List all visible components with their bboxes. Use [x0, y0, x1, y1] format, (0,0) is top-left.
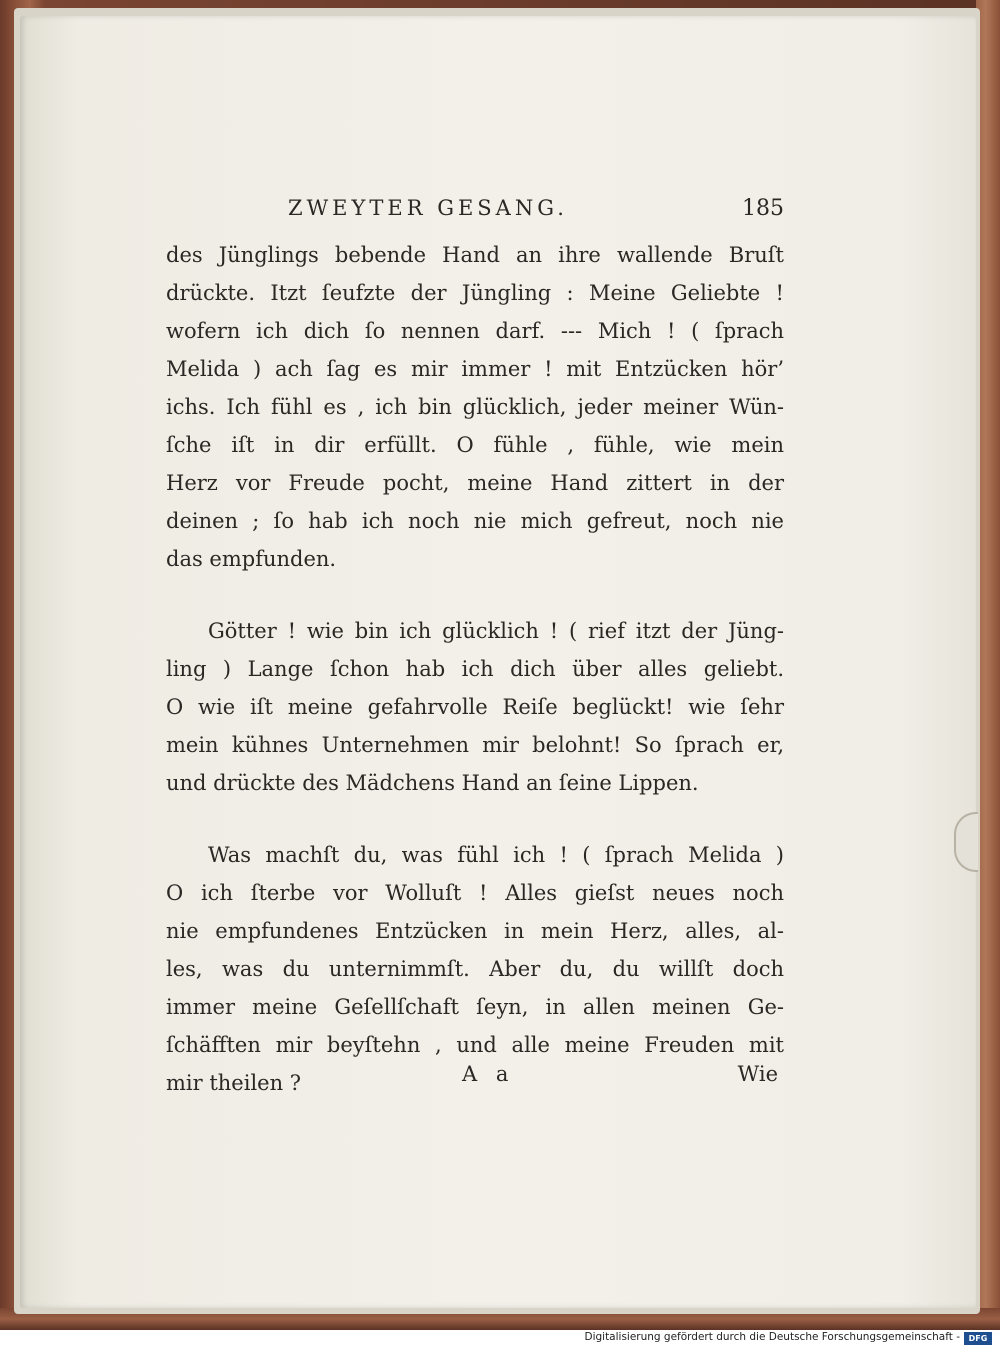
text-line: das empfunden. — [166, 547, 337, 571]
paragraph — [166, 236, 784, 578]
paragraph — [166, 818, 784, 1102]
running-head: ZWEYTER GESANG. — [288, 196, 568, 220]
text-line: nie empfundenes Entzücken in mein Herz, alles, al- — [166, 919, 784, 943]
text-line: drückte. Itzt ſeufzte der Jüngling : Meine Geliebte ! — [166, 281, 784, 305]
text-line: Melida ) ach ſag es mir immer ! mit Entzücken hör’ — [166, 357, 784, 381]
page-header — [166, 196, 784, 232]
text-line: mein kühnes Unternehmen mir belohnt! So ſprach er, — [166, 733, 784, 757]
text-line: O ich ſterbe vor Wolluſt ! Alles gieſst neues noch — [166, 881, 784, 905]
page-number: 185 — [742, 196, 784, 221]
text-line: Was machſt du, was fühl ich ! ( ſprach Melida ) — [208, 843, 784, 867]
text-line: Herz vor Freude pocht, meine Hand zittert in der — [166, 471, 784, 495]
text-line: des Jünglings bebende Hand an ihre wallende Bruſt — [166, 243, 784, 267]
signature-mark: A a — [462, 1062, 515, 1086]
text-line: mir theilen ? — [166, 1071, 302, 1095]
catchword: Wie — [737, 1062, 778, 1086]
text-line: les, was du unternimmſt. Aber du, du willſt doch — [166, 957, 784, 981]
page-footer — [166, 1062, 778, 1098]
text-line: Götter ! wie bin ich glücklich ! ( rief itzt der Jüng- — [208, 619, 784, 643]
paragraph — [166, 594, 784, 802]
credit-bar — [0, 1330, 1000, 1348]
page-tab-marker — [954, 812, 978, 872]
text-line: O wie iſt meine gefahrvolle Reiſe beglückt! wie ſehr — [166, 695, 784, 719]
body-text — [166, 236, 784, 1118]
text-line: immer meine Geſellſchaft ſeyn, in allen meinen Ge- — [166, 995, 784, 1019]
dfg-logo-icon: DFG — [964, 1332, 992, 1345]
text-line: deinen ; ſo hab ich noch nie mich gefreut, noch nie — [166, 509, 784, 533]
credit-text: Digitalisierung gefördert durch die Deutsche Forschungsgemeinschaft - — [584, 1331, 960, 1343]
text-line: und drückte des Mädchens Hand an ſeine Lippen. — [166, 771, 699, 795]
text-line: wofern ich dich ſo nennen darf. --- Mich ! ( ſprach — [166, 319, 784, 343]
text-line: ſchäfften mir beyſtehn , und alle meine Freuden mit — [166, 1033, 784, 1057]
text-line: ichs. Ich fühl es , ich bin glücklich, jeder meiner Wün- — [166, 395, 784, 419]
text-line: ſche iſt in dir erfüllt. O fühle , fühle, wie mein — [166, 433, 784, 457]
text-line: ling ) Lange ſchon hab ich dich über alles geliebt. — [166, 657, 784, 681]
